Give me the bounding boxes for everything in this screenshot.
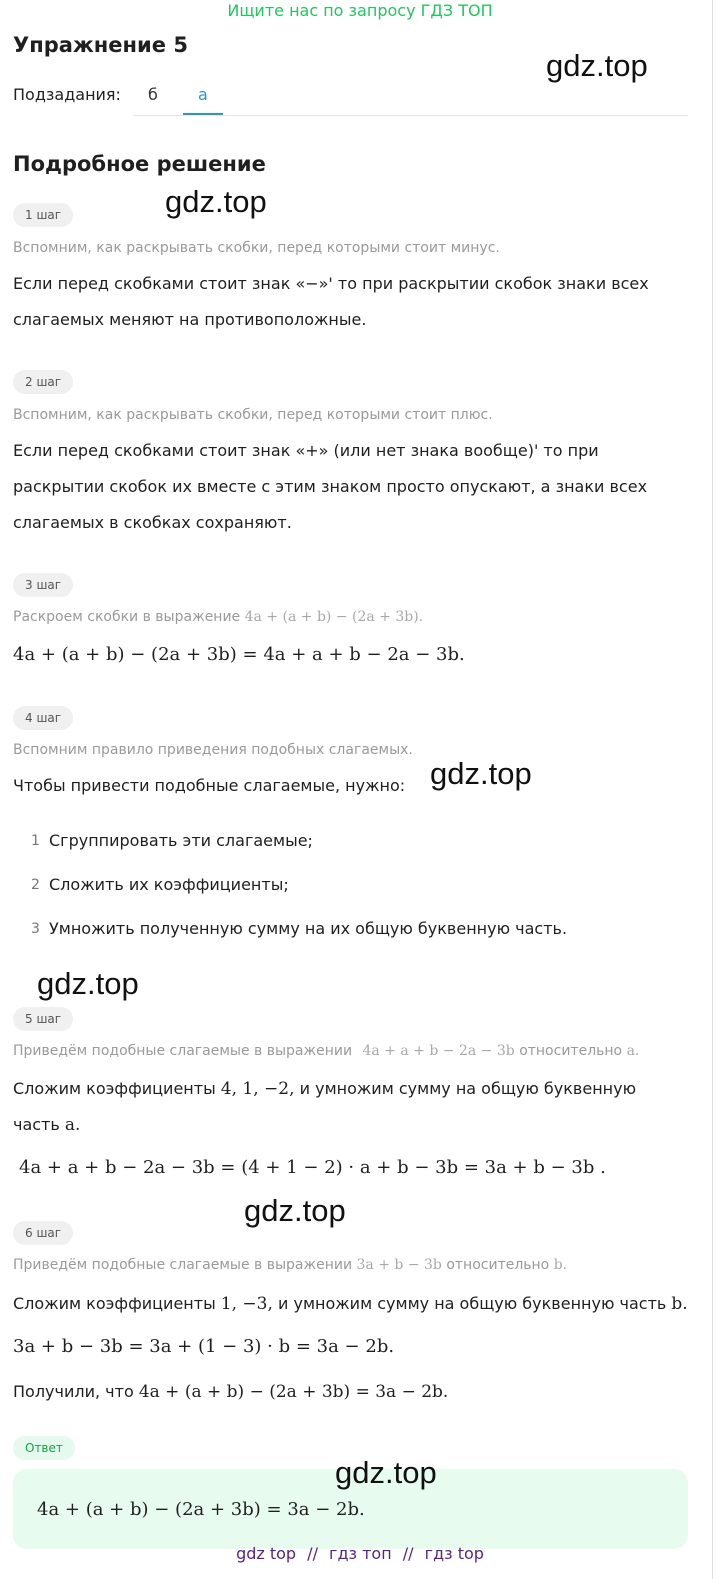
step-text: Если перед скобками стоит знак «+» (или нет знака вообще)' то при bbox=[13, 441, 599, 460]
hint-math: 4a + (a + b) − (2a + 3b). bbox=[244, 609, 424, 625]
list-item-number: 3 bbox=[31, 921, 40, 937]
hint-math: 3a + b − 3b bbox=[356, 1257, 442, 1273]
step-formula: 4a + (a + b) − (2a + 3b) = 4a + a + b − 2a − 3b. bbox=[13, 644, 465, 665]
step-badge: 6 шаг bbox=[13, 1221, 73, 1245]
watermark: gdz.top bbox=[244, 1193, 346, 1228]
inline-math: 4a + (a + b) − (2a + 3b) = 3a − 2b. bbox=[138, 1382, 449, 1402]
subtasks-label: Подзадания: bbox=[13, 85, 121, 104]
watermark: gdz.top bbox=[37, 966, 139, 1001]
hint-text: относительно bbox=[519, 1043, 623, 1059]
hint-math: b. bbox=[553, 1257, 568, 1273]
step-badge: 3 шаг bbox=[13, 573, 73, 597]
hint-text: Приведём подобные слагаемые в выражении bbox=[13, 1043, 353, 1059]
answer-badge: Ответ bbox=[13, 1436, 75, 1460]
step-badge: 5 шаг bbox=[13, 1007, 73, 1031]
hint-text: относительно bbox=[446, 1257, 550, 1273]
text-part: часть bbox=[13, 1115, 60, 1134]
inline-math: 4, 1, −2, bbox=[220, 1079, 295, 1099]
text-part: Получили, что bbox=[13, 1382, 134, 1401]
tabs-divider bbox=[133, 115, 688, 116]
text-part: Сложим коэффициенты bbox=[13, 1294, 216, 1313]
subtask-tab-a[interactable]: а bbox=[198, 85, 208, 104]
list-item: Сгруппировать эти слагаемые; bbox=[49, 831, 313, 850]
inline-math: b. bbox=[671, 1294, 688, 1314]
top-banner[interactable]: Ищите нас по запросу ГДЗ ТОП bbox=[227, 1, 493, 20]
footer-link-gdz-top-ru[interactable]: гдз топ bbox=[329, 1544, 392, 1563]
hint-math: a. bbox=[626, 1043, 640, 1059]
inline-math: 1, −3, bbox=[220, 1294, 273, 1314]
step-hint: Вспомним правило приведения подобных слагаемых. bbox=[13, 742, 413, 758]
watermark: gdz.top bbox=[335, 1455, 437, 1490]
list-item: Сложить их коэффициенты; bbox=[49, 875, 289, 894]
active-tab-indicator bbox=[183, 113, 223, 115]
step-badge: 4 шаг bbox=[13, 706, 73, 730]
list-item-number: 2 bbox=[31, 877, 40, 893]
subtask-tab-b[interactable]: б bbox=[148, 85, 158, 104]
step-formula: 3a + b − 3b = 3a + (1 − 3) · b = 3a − 2b. bbox=[13, 1336, 395, 1357]
step-text: раскрытии скобок их вместе с этим знаком просто опускают, а знаки всех bbox=[13, 477, 648, 496]
step-text: слагаемых меняют на противоположные. bbox=[13, 310, 367, 329]
step-badge: 2 шаг bbox=[13, 370, 73, 394]
solution-title: Подробное решение bbox=[13, 152, 266, 176]
text-part: Сложим коэффициенты bbox=[13, 1079, 216, 1098]
step-text: Чтобы привести подобные слагаемые, нужно: bbox=[13, 776, 406, 795]
inline-math: a. bbox=[64, 1115, 81, 1135]
step-hint: Вспомним, как раскрывать скобки, перед которыми стоит плюс. bbox=[13, 407, 493, 423]
hint-text: Приведём подобные слагаемые в выражении bbox=[13, 1257, 353, 1273]
exercise-title: Упражнение 5 bbox=[13, 33, 188, 57]
footer-separator: // bbox=[307, 1544, 318, 1563]
list-item-number: 1 bbox=[31, 833, 40, 849]
watermark: gdz.top bbox=[430, 756, 532, 791]
footer-separator: // bbox=[402, 1544, 414, 1563]
step-hint bbox=[13, 1041, 639, 1061]
step-text: Если перед скобками стоит знак «−»' то при раскрытии скобок знаки всех bbox=[13, 274, 649, 293]
step-text: слагаемых в скобках сохраняют. bbox=[13, 513, 292, 532]
step-text bbox=[13, 1107, 80, 1143]
text-part: и умножим сумму на общую буквенную bbox=[299, 1079, 637, 1098]
hint-math: 4a + a + b − 2a − 3b bbox=[362, 1043, 515, 1059]
step-text bbox=[13, 1374, 448, 1410]
footer-link-gdz-top-mixed[interactable]: гдз top bbox=[424, 1544, 484, 1563]
hint-text: Раскроем скобки в выражение bbox=[13, 609, 241, 625]
step-hint: Вспомним, как раскрывать скобки, перед которыми стоит минус. bbox=[13, 240, 500, 256]
list-item: Умножить полученную сумму на их общую буквенную часть. bbox=[49, 919, 568, 938]
watermark: gdz.top bbox=[546, 48, 648, 83]
footer-links bbox=[0, 1543, 720, 1565]
page-edge-divider bbox=[712, 0, 713, 1579]
step-hint bbox=[13, 1255, 567, 1275]
step-formula: 4a + a + b − 2a − 3b = (4 + 1 − 2) · a + b − 3b = 3a + b − 3b . bbox=[19, 1157, 606, 1178]
step-hint bbox=[13, 607, 423, 627]
text-part: и умножим сумму на общую буквенную часть bbox=[277, 1294, 667, 1313]
watermark: gdz.top bbox=[165, 184, 267, 219]
step-badge: 1 шаг bbox=[13, 203, 73, 227]
step-text bbox=[13, 1071, 636, 1107]
answer-formula: 4a + (a + b) − (2a + 3b) = 3a − 2b. bbox=[37, 1499, 365, 1520]
step-text bbox=[13, 1286, 688, 1322]
footer-link-gdz-top[interactable]: gdz top bbox=[236, 1544, 297, 1563]
